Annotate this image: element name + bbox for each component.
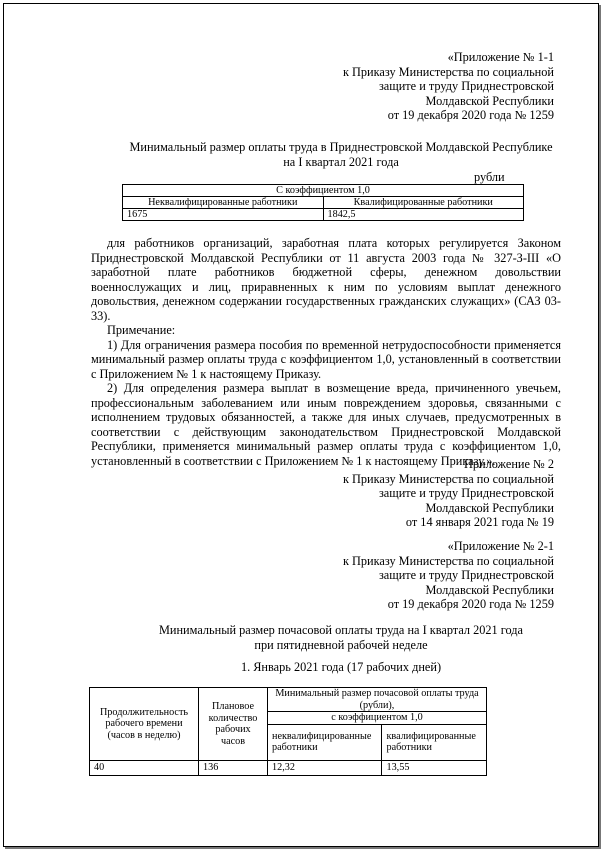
title-2 [4, 623, 603, 652]
col-skilled: квалифицированные работники [382, 724, 487, 761]
title-1 [4, 140, 603, 169]
title-line: Минимальный размер оплаты труда в Приднестровской Молдавской Республике [129, 140, 553, 154]
value-unskilled: 1675 [123, 209, 324, 221]
note-2: 2) Для определения размера выплат в возмещение вреда, причиненного увечьем, профессиональным заболеванием или иным повреждением здоровья, связанными с исполнением трудовых обязанностей, а также для иных случаев, предусмотренных в соответствии с действующим законодательством Приднестровской Молдавской Республики, применяется минимальный размер оплаты труда с коэффициентом 1,0, установленный в соответствии с Приложением № 1 к настоящему Приказу.». [91, 381, 561, 468]
paragraph-main: для работников организаций, заработная плата которых регулируется Законом Приднестровской Молдавской Республики от 11 августа 2003 года № 327-З-III «О заработной плате работников бюджетной сферы, денежном довольствии военнослужащих и лиц, приравненных к ним по условиям выплат денежного довольствия, денежном содержании государственных гражданских служащих» (САЗ 03-33). [91, 236, 561, 323]
cell-duration: 40 [90, 761, 199, 776]
col-skilled: Квалифицированные работники [323, 197, 524, 209]
title-line: на I квартал 2021 года [283, 154, 399, 169]
appendix-line: к Приказу Министерства по социальной [342, 64, 554, 79]
mrot-table [122, 184, 524, 221]
col-min-hourly: Минимальный размер почасовой оплаты труда (рубли), [268, 688, 487, 712]
appendix-1-1-header [343, 50, 554, 123]
appendix-line: «Приложение № 1-1 [447, 50, 554, 64]
appendix-line: к Приказу Министерства по социальной [342, 553, 554, 568]
col-duration: Продолжительность рабочего времени (часов в неделю) [90, 688, 199, 761]
subtitle-january: 1. Январь 2021 года (17 рабочих дней) [240, 660, 442, 674]
note-1: 1) Для ограничения размера пособия по временной нетрудоспособности применяется минимальный размер оплаты труда с коэффициентом 1,0, установленный в соответствии с Приложением № 1 к настоящему Приказу. [91, 337, 561, 381]
title-line: Минимальный размер почасовой оплаты труда на I квартал 2021 года [158, 623, 524, 637]
appendix-2-1-header [343, 539, 554, 612]
appendix-line: к Приказу Министерства по социальной [342, 471, 554, 486]
cell-skilled: 13,55 [382, 761, 487, 776]
hourly-wage-table [89, 687, 487, 776]
appendix-line: защите и труду Приднестровской [378, 568, 554, 583]
col-unskilled: неквалифицированные работники [268, 724, 382, 761]
appendix-line: от 19 декабря 2020 года № 1259 [387, 597, 554, 612]
appendix-line: от 19 декабря 2020 года № 1259 [387, 108, 554, 123]
appendix-line: Молдавской Республики [425, 582, 554, 597]
document-page [3, 3, 599, 847]
appendix-line: Молдавской Республики [425, 93, 554, 108]
appendix-2-header [343, 457, 554, 530]
appendix-line: от 14 января 2021 года № 19 [405, 515, 554, 530]
table-header: С коэффициентом 1,0 [123, 185, 524, 197]
unit-label: рубли [474, 170, 505, 184]
col-unskilled: Неквалифицированные работники [123, 197, 324, 209]
col-planned-hours: Плановое количество рабочих часов [199, 688, 268, 761]
appendix-line: Приложение № 2 [463, 457, 554, 471]
appendix-line: «Приложение № 2-1 [447, 539, 554, 553]
value-skilled: 1842,5 [323, 209, 524, 221]
title-line: при пятидневной рабочей неделе [254, 637, 428, 652]
appendix-line: защите и труду Приднестровской [378, 486, 554, 501]
note-heading: Примечание: [107, 323, 176, 337]
body-text [91, 236, 561, 468]
cell-planned: 136 [199, 761, 268, 776]
appendix-line: Молдавской Республики [425, 500, 554, 515]
cell-unskilled: 12,32 [268, 761, 382, 776]
col-coefficient: с коэффициентом 1,0 [268, 712, 487, 725]
appendix-line: защите и труду Приднестровской [378, 79, 554, 94]
